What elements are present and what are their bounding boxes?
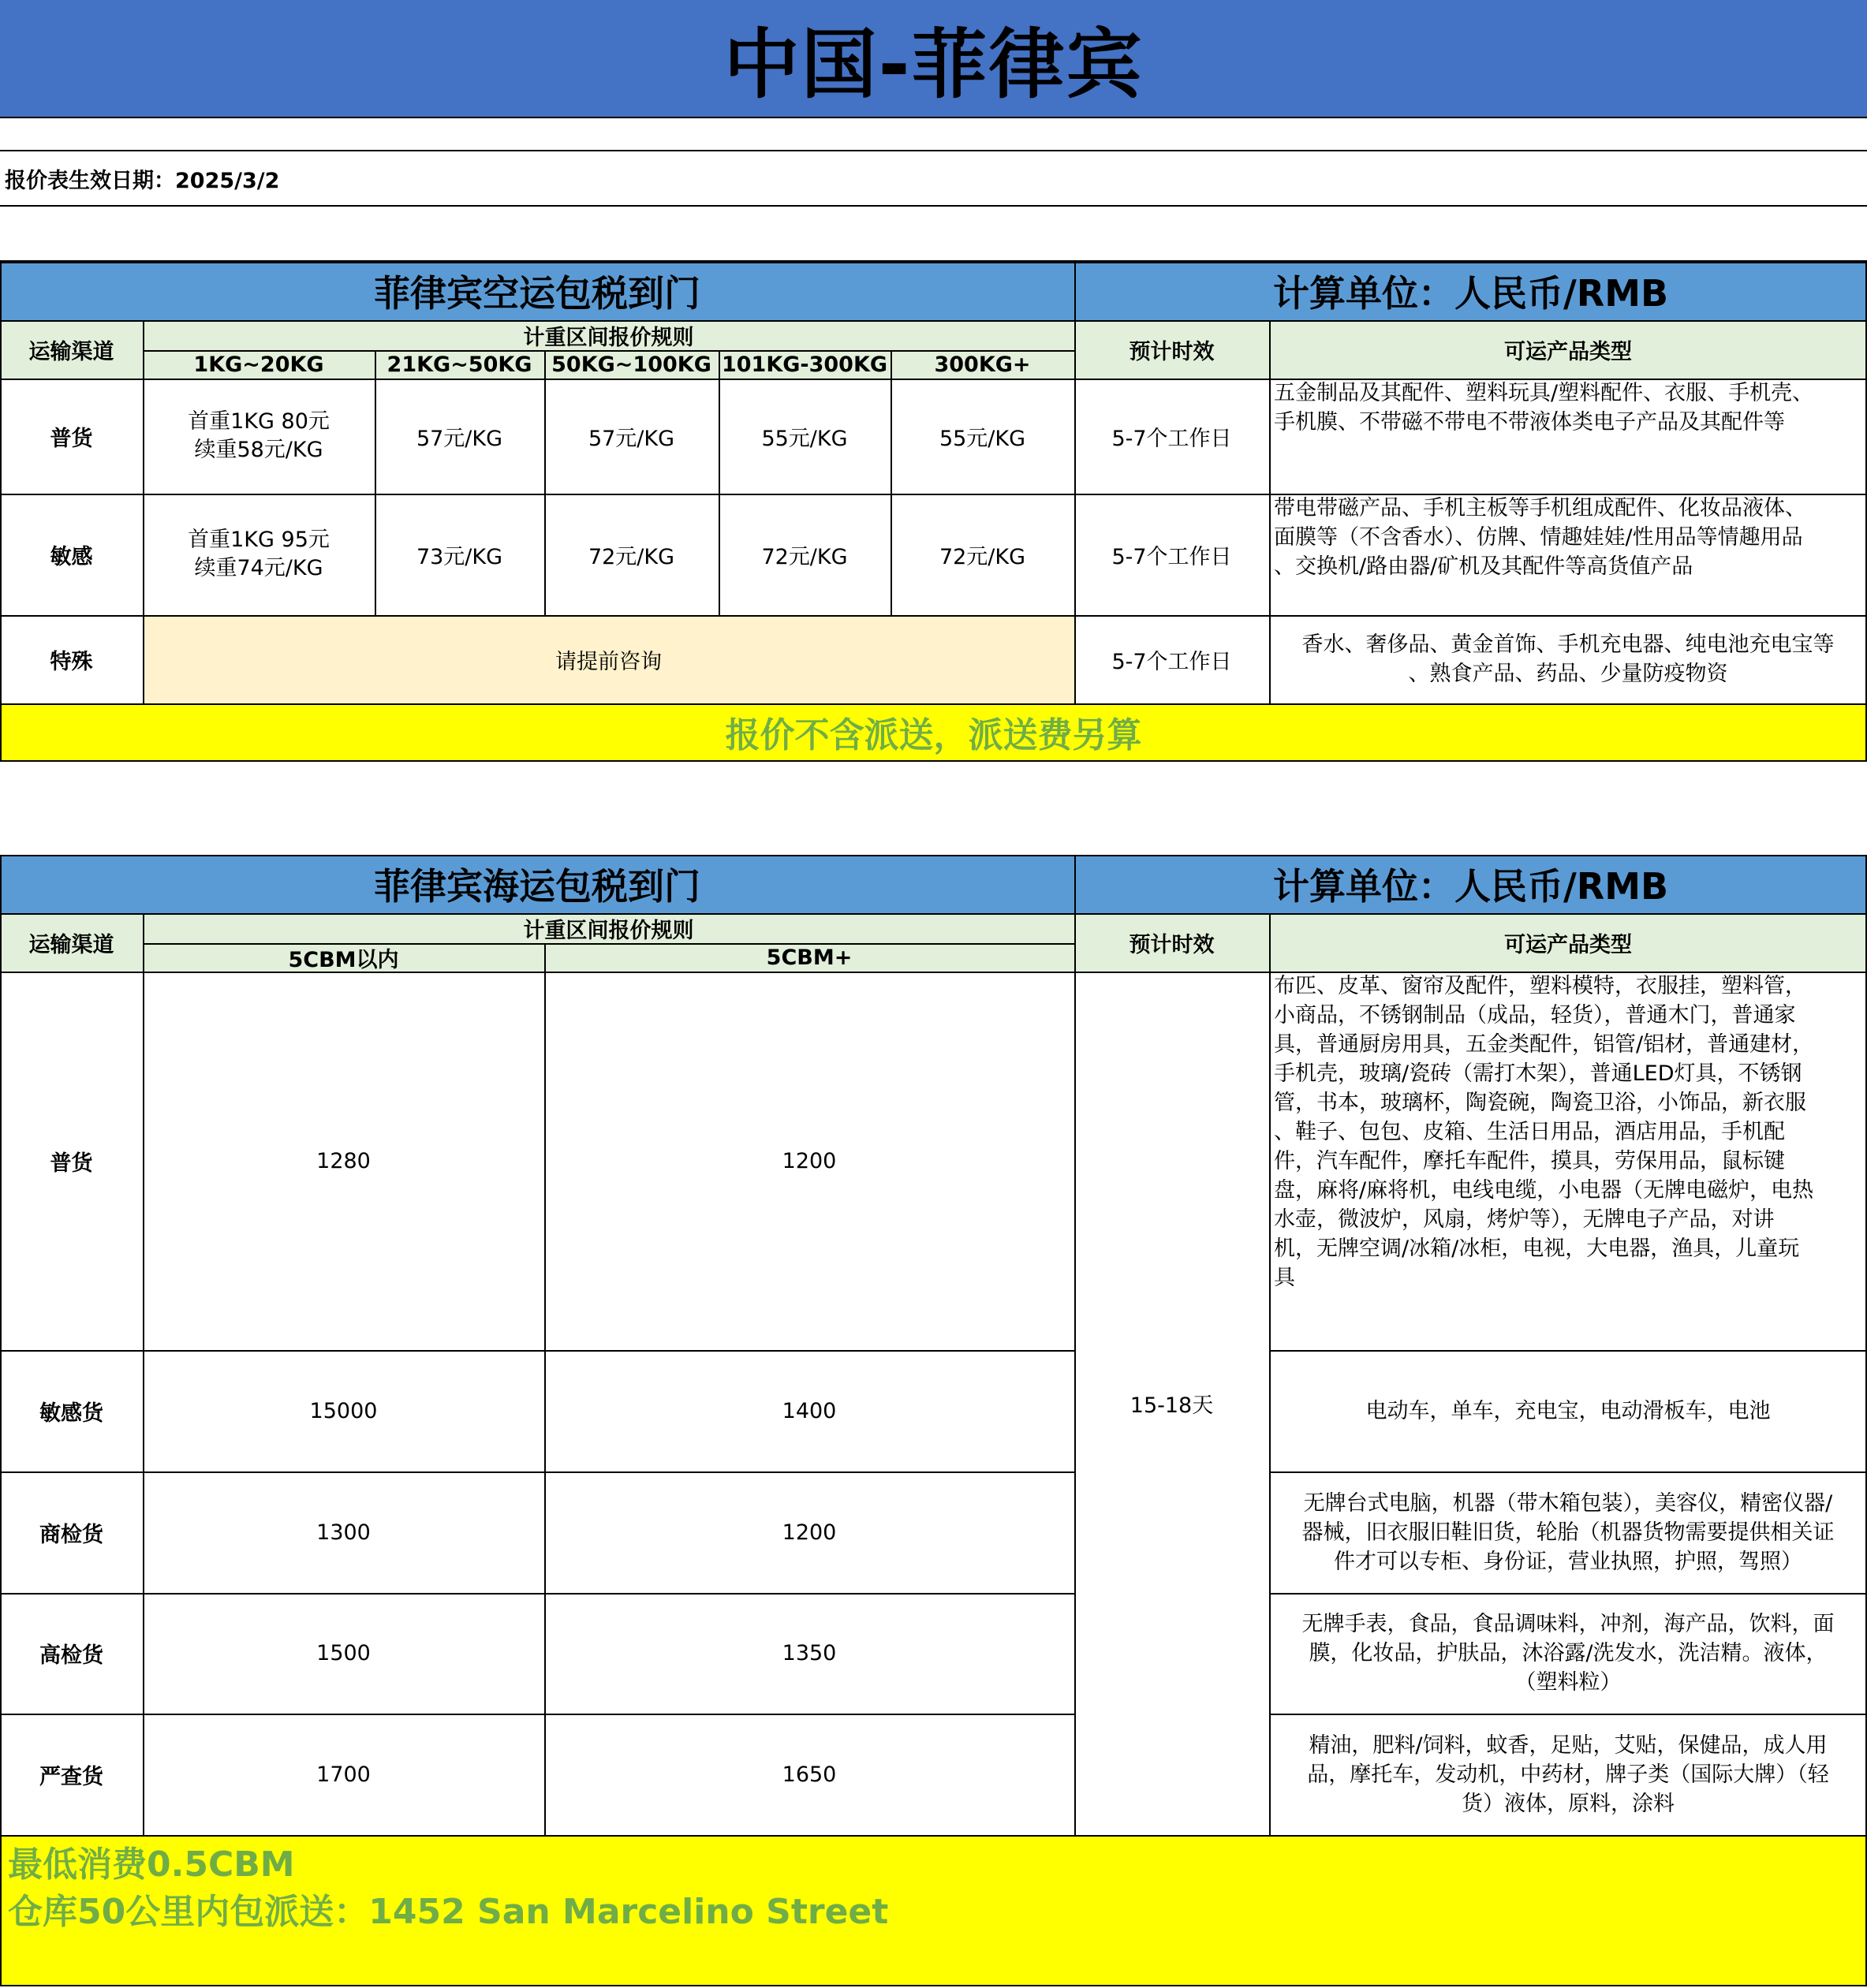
air-rule-header: 计重区间报价规则 — [523, 325, 694, 350]
air-range-5: 300KG+ — [934, 352, 1031, 377]
product-line: 、熟食产品、药品、少量防疫物资 — [1408, 662, 1728, 686]
sea-range-2: 5CBM+ — [766, 945, 853, 970]
air-products-header: 可运产品类型 — [1504, 339, 1632, 364]
min-charge-note: 最低消费0.5CBM — [8, 1844, 295, 1885]
air-first-weight — [143, 494, 375, 615]
sea-range-1: 5CBM以内 — [288, 947, 399, 972]
product-line: 件，汽车配件，摩托车配件，摸具，劳保用品，鼠标键 — [1274, 1149, 1785, 1173]
product-line: 具，普通厨房用具，五金类配件，铝管/铝材，普通建材， — [1274, 1032, 1814, 1057]
sea-rule-header: 计重区间报价规则 — [523, 918, 694, 943]
sea-title: 菲律宾海运包税到门 — [0, 855, 1074, 913]
air-price: 73元/KG — [416, 544, 503, 569]
sea-price-over-5cbm: 1400 — [782, 1398, 837, 1423]
sea-price-over-5cbm: 1350 — [782, 1641, 837, 1665]
product-line: 具 — [1274, 1266, 1295, 1290]
air-title: 菲律宾空运包税到门 — [0, 262, 1074, 320]
air-time: 5-7个工作日 — [1111, 649, 1232, 674]
product-line: 管，书本，玻璃杯，陶瓷碗，陶瓷卫浴，小饰品，新衣服 — [1274, 1091, 1806, 1115]
sea-price-under-5cbm: 15000 — [309, 1398, 378, 1423]
sea-row-name: 普货 — [50, 1151, 93, 1176]
product-line: 品，摩托车，发动机，中药材，牌子类（国际大牌）（轻 — [1307, 1762, 1829, 1787]
sea-row-name: 敏感货 — [39, 1401, 103, 1426]
air-price: 72元/KG — [588, 544, 675, 569]
sea-products — [1269, 1714, 1867, 1835]
sea-unit: 计算单位：人民币/RMB — [1074, 855, 1867, 913]
sea-price-under-5cbm: 1500 — [316, 1641, 371, 1665]
air-row-name: 敏感 — [50, 544, 93, 569]
air-row-name: 普货 — [50, 426, 93, 451]
second-line: 续重58元/KG — [194, 438, 323, 462]
sea-time: 15-18天 — [1130, 1393, 1214, 1418]
product-line: 电动车，单车，充电宝，电动滑板车，电池 — [1365, 1398, 1771, 1423]
air-time-header: 预计时效 — [1129, 339, 1215, 364]
air-products — [1269, 379, 1867, 494]
first-line: 首重1KG 95元 — [188, 528, 330, 552]
air-products — [1269, 615, 1867, 703]
product-line: 手机壳，玻璃/瓷砖（需打木架），普通LED灯具，不锈钢 — [1274, 1061, 1802, 1086]
sea-price-under-5cbm: 1700 — [316, 1762, 371, 1787]
air-consult: 请提前咨询 — [143, 615, 1074, 703]
sea-products — [1269, 1350, 1867, 1471]
air-note: 报价不含派送，派送费另算 — [0, 703, 1867, 760]
air-time: 5-7个工作日 — [1111, 544, 1232, 569]
sea-row-name: 严查货 — [39, 1764, 103, 1789]
product-line: 盘，麻将/麻将机，电线电缆，小电器（无牌电磁炉，电热 — [1274, 1178, 1814, 1203]
sea-price-over-5cbm: 1200 — [782, 1520, 837, 1545]
product-line: 、鞋子、包包、皮箱、生活日用品，酒店用品，手机配 — [1274, 1120, 1785, 1144]
air-range-2: 21KG~50KG — [386, 352, 532, 377]
sea-products — [1269, 972, 1867, 1350]
product-line: 手机膜、不带磁不带电不带液体类电子产品及其配件等 — [1274, 410, 1785, 435]
delivery-note: 仓库50公里内包派送：1452 San Marcelino Street — [8, 1892, 889, 1932]
blank-row — [0, 207, 1867, 262]
sea-row-name: 商检货 — [39, 1522, 103, 1547]
air-price: 72元/KG — [939, 544, 1026, 569]
air-price: 57元/KG — [416, 426, 503, 451]
sea-price-over-5cbm: 1650 — [782, 1762, 837, 1787]
product-line: 货）液体，原料，涂料 — [1462, 1791, 1675, 1816]
air-range-1: 1KG~20KG — [193, 352, 324, 377]
air-unit: 计算单位：人民币/RMB — [1074, 262, 1867, 320]
sea-price-under-5cbm: 1280 — [316, 1148, 371, 1173]
product-line: 无牌台式电脑，机器（带木箱包装），美容仪，精密仪器/ — [1303, 1490, 1833, 1516]
sea-products — [1269, 1593, 1867, 1714]
effective-date: 报价表生效日期：2025/3/2 — [0, 151, 1867, 207]
air-range-3: 50KG~100KG — [551, 352, 711, 377]
air-price: 57元/KG — [588, 426, 675, 451]
air-row-name: 特殊 — [50, 649, 93, 674]
air-range-4: 101KG-300KG — [721, 352, 888, 377]
air-first-weight — [143, 379, 375, 494]
product-line: 面膜等（不含香水）、仿牌、情趣娃娃/性用品等情趣用品 — [1274, 525, 1803, 550]
product-line: （塑料粒） — [1514, 1670, 1622, 1695]
sea-row-name: 高检货 — [39, 1643, 103, 1668]
air-price: 72元/KG — [761, 544, 848, 569]
product-line: 器械，旧衣服旧鞋旧货，轮胎（机器货物需要提供相关证 — [1301, 1520, 1835, 1545]
sea-channel-header: 运输渠道 — [28, 932, 114, 957]
sea-price-over-5cbm: 1200 — [782, 1148, 837, 1173]
sea-time-header: 预计时效 — [1129, 932, 1215, 957]
product-line: 、交换机/路由器/矿机及其配件等高货值产品 — [1274, 554, 1693, 579]
second-line: 续重74元/KG — [194, 556, 323, 580]
sea-notes — [0, 1835, 1867, 1986]
product-line: 水壶，微波炉，风扇，烤炉等），无牌电子产品，对讲 — [1274, 1207, 1775, 1232]
product-line: 膜，化妆品，护肤品，沐浴露/洗发水，洗洁精。液体， — [1309, 1641, 1828, 1665]
sea-products — [1269, 1471, 1867, 1593]
product-line: 件才可以专柜、身份证，营业执照，护照，驾照） — [1334, 1549, 1802, 1574]
product-line: 布匹、皮革、窗帘及配件，塑料模特，衣服挂，塑料管， — [1274, 974, 1806, 998]
sea-price-under-5cbm: 1300 — [316, 1520, 371, 1545]
product-line: 无牌手表，食品，食品调味料，冲剂，海产品，饮料，面 — [1301, 1612, 1835, 1636]
sea-products-header: 可运产品类型 — [1504, 932, 1632, 957]
product-line: 带电带磁产品、手机主板等手机组成配件、化妆品液体、 — [1274, 496, 1806, 520]
air-price: 55元/KG — [761, 426, 848, 451]
air-time: 5-7个工作日 — [1111, 426, 1232, 451]
product-line: 精油，肥料/饲料，蚊香，足贴，艾贴，保健品，成人用 — [1309, 1733, 1828, 1758]
first-line: 首重1KG 80元 — [188, 409, 330, 434]
product-line: 机，无牌空调/冰箱/冰柜，电视，大电器，渔具，儿童玩 — [1274, 1236, 1800, 1261]
product-line: 五金制品及其配件、塑料玩具/塑料配件、衣服、手机壳、 — [1274, 381, 1814, 405]
air-channel-header: 运输渠道 — [28, 339, 114, 364]
air-price: 55元/KG — [939, 426, 1026, 451]
page-title: 中国-菲律宾 — [0, 0, 1867, 117]
product-line: 小商品，不锈钢制品（成品，轻货），普通木门，普通家 — [1274, 1003, 1796, 1028]
air-products — [1269, 494, 1867, 615]
product-line: 香水、奢侈品、黄金首饰、手机充电器、纯电池充电宝等 — [1301, 632, 1835, 657]
blank-row — [0, 117, 1867, 151]
